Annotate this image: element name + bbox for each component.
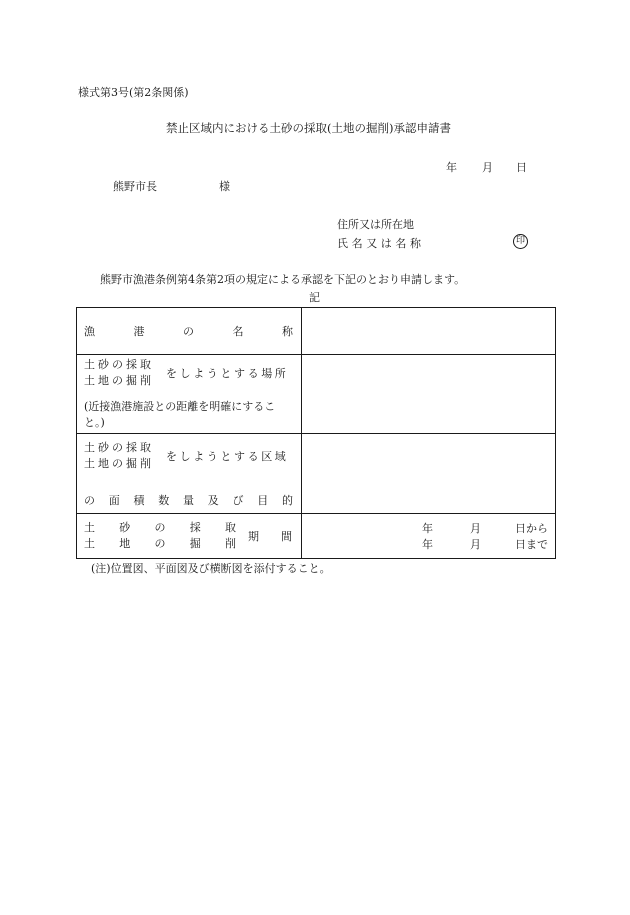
period-value[interactable]: [302, 514, 556, 559]
label-char: 掘: [189, 537, 201, 550]
label-char: の: [84, 493, 95, 507]
intro-text: 熊野市漁港条例第4条第2項の規定による承認を下記のとおり申請します。: [100, 273, 466, 286]
label-char: の: [154, 537, 166, 550]
table-row: [77, 434, 556, 514]
date-year-label: 年: [446, 161, 457, 174]
table-row: [77, 308, 556, 355]
footnote: (注)位置図、平面図及び横断図を添付すること。: [91, 562, 331, 575]
name-label: 氏名又は名称: [337, 237, 425, 250]
from-year-label: 年: [422, 522, 433, 535]
label-char: 量: [183, 493, 194, 507]
label-char: 土: [84, 537, 95, 550]
stack-line: 土地の掘削: [84, 456, 154, 470]
to-day-label: 日まで: [515, 538, 548, 551]
date-day-label: 日: [516, 161, 527, 174]
location-note: (近接漁港施設との距離を明確にすること。): [84, 400, 276, 429]
label-char: 期: [248, 530, 259, 543]
form-number: 様式第3号(第2条関係): [78, 86, 189, 99]
location-value[interactable]: [302, 355, 556, 434]
location-label: [77, 355, 302, 434]
area-value[interactable]: [302, 434, 556, 514]
stack-line: 土砂の採取: [84, 358, 154, 371]
label-char: 積: [133, 493, 145, 507]
label-char: 数: [158, 493, 170, 507]
label-char: 削: [225, 537, 236, 550]
table-row: [77, 355, 556, 434]
address-label: 住所又は所在地: [337, 218, 414, 231]
label-suffix: をしようとする場所: [166, 367, 289, 380]
label-char: 目: [257, 493, 269, 507]
label-suffix: をしようとする区域: [166, 449, 289, 463]
area-label: [77, 434, 302, 514]
table-row: [77, 514, 556, 559]
stack-line: 土地の掘削: [84, 374, 154, 387]
application-table: [76, 307, 556, 559]
label-char: 採: [189, 521, 201, 534]
label-char: 漁: [84, 325, 95, 338]
stack-line: 土砂の採取: [84, 440, 154, 454]
label-char: 間: [281, 530, 292, 543]
label-char: 土: [84, 521, 95, 534]
addressee: 熊野市長: [113, 180, 157, 193]
label-char: 及: [207, 493, 219, 507]
label-char: 砂: [119, 521, 131, 534]
to-year-label: 年: [422, 538, 433, 551]
harbor-name-label: [77, 308, 302, 355]
ki-heading: 記: [309, 291, 320, 304]
label-char: の: [154, 521, 166, 534]
label-char: 称: [282, 325, 293, 338]
from-day-label: 日から: [515, 522, 548, 535]
label-char: の: [183, 325, 194, 338]
label-char: び: [232, 493, 244, 507]
honorific: 様: [219, 180, 230, 193]
label-char: 的: [282, 493, 293, 507]
label-char: 面: [108, 493, 120, 507]
label-char: 地: [119, 537, 131, 550]
label-char: 港: [133, 325, 145, 338]
harbor-name-value[interactable]: [302, 308, 556, 355]
label-char: 取: [225, 521, 236, 534]
document-title: 禁止区域内における土砂の採取(土地の掘削)承認申請書: [166, 121, 451, 135]
to-month-label: 月: [470, 538, 481, 551]
period-label: [77, 514, 302, 559]
from-month-label: 月: [470, 522, 481, 535]
date-month-label: 月: [482, 161, 493, 174]
seal-mark: 印: [513, 234, 528, 249]
label-char: 名: [232, 325, 244, 338]
